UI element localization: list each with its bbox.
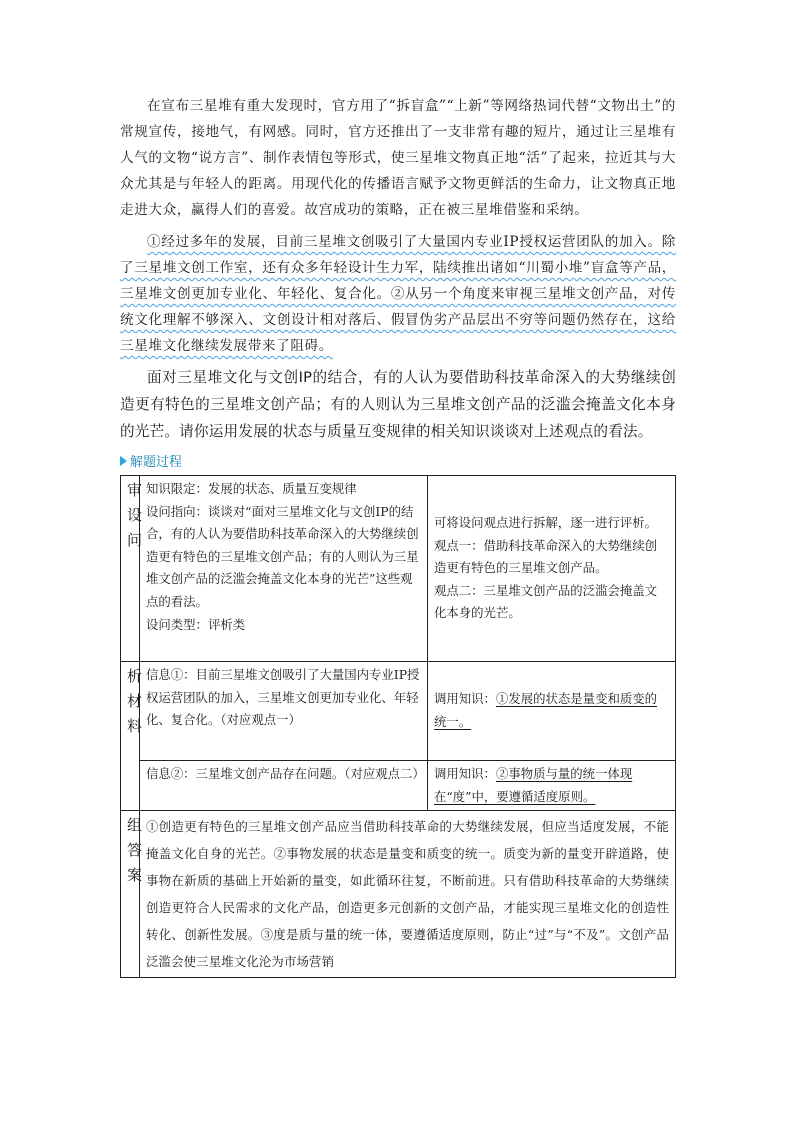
section-heading-text: 解题过程 [130,455,183,470]
row-label-analyze-material [121,662,143,811]
row-label-char: 材 [127,692,143,710]
question-paragraph [120,364,676,445]
info-1-cell: 信息①：目前三星堆文创吸引了大量国内专业IP授权运营团队的加入，三星堆文创更加专业化、年轻化、复合化。（对应观点一） [140,662,428,761]
knowledge-2-cell [428,761,676,811]
answer-cell: ①创造更有特色的三星堆文创产品应当借助科技革命的大势继续发展，但应当适度发展，不能掩盖文化自身的光芒。②事物发展的状态是量变和质变的统一。质变为新的量变开辟道路，使事物在新质的基础上开始新的量变，如此循环往复，不断前进。只有借助科技革命的大势继续创造更符合人民需求的文化产品，创造更多元创新的文创产品，才能实现三星堆文化的创造性转化、创新性发展。③度是质与量的统一体，要遵循适度原则，防止“过”与“不及”。文创产品泛滥会使三星堆文化沦为市场营销 [140,811,676,978]
question-text: 面对三星堆文化与文创IP的结合，有的人认为要借助科技革命深入的大势继续创造更有特色的三星堆文创产品；有的人则认为三星堆文创产品的泛滥会掩盖文化本身的光芒。请你运用发展的状态与质量互变规律的相关知识谈谈对上述观点的看法。 [120,369,676,440]
knowledge-2-prefix: 调用知识： [434,766,496,781]
row-label-char: 案 [127,866,143,885]
row-label-char: 析 [127,667,143,685]
paragraph-1-text: 在宣布三星堆有重大发现时，官方用了“拆盲盒”“上新”等网络热词代替“文物出土”的常规宣传，接地气，有网感。同时，官方还推出了一支非常有趣的短片，通过让三星堆有人气的文物“说方言”、制作表情包等形式，使三星堆文物真正地“活”了起来，拉近其与大众尤其是与年轻人的距离。用现代化的传播语言赋予文物更鲜活的生命力，让文物真正地走进大众，赢得人们的喜爱。故宫成功的策略，正在被三星堆借鉴和采纳。 [120,98,676,218]
info-2-cell: 信息②：三星堆文创产品存在问题。（对应观点二） [140,761,428,811]
row-label-review-question [121,476,143,662]
triangle-marker-icon [120,456,127,466]
knowledge-1-cell [428,662,676,761]
question-type: 设问类型：评析类 [146,616,246,632]
decompose-note: 可将设问观点进行拆解，逐一进行评析。 [434,515,658,531]
row-label-char: 答 [127,841,143,860]
section-heading [120,451,182,470]
paragraph-2-info-1: ①经过多年的发展，目前三星堆文创吸引了大量国内专业IP授权运营团队的加入。除了三星堆文创工作室，还有众多年轻设计生力军，陆续推出诸如“川蜀小堆”盲盒等产品，三星堆文创更加专业化、年轻化、复合化。 [120,234,676,302]
row-label-char: 审 [127,481,143,499]
review-question-right-cell [428,476,676,662]
solution-table [120,475,676,978]
knowledge-limit: 知识限定：发展的状态、质量互变规律 [146,481,357,496]
table-row-analyze-material-2 [121,761,676,811]
table-row-review-question [121,476,676,662]
knowledge-1-text: ①发展的状态是量变和质变的统一。 [434,691,658,729]
row-label-char: 设 [127,506,143,524]
row-label-char: 料 [127,717,143,735]
viewpoint-two: 观点二：三星堆文创产品的泛滥会掩盖文化本身的光芒。 [434,582,658,621]
table-row-compose-answer [121,811,676,978]
row-label-char: 组 [127,816,143,835]
question-direction: 设问指向：谈谈对“面对三星堆文化与文创IP的结合，有的人认为要借助科技革命深入的大势继续创造更有特色的三星堆文创产品；有的人则认为三星堆文创产品的泛滥会掩盖文化本身的光芒”这些观点的看法。 [146,503,419,609]
viewpoint-one: 观点一：借助科技革命深入的大势继续创造更有特色的三星堆文创产品。 [434,537,658,576]
paragraph-2-text [120,229,676,359]
knowledge-2-text: ②事物质与量的统一体现在“度”中，要遵循适度原则。 [434,766,633,804]
table-row-analyze-material-1 [121,662,676,761]
paragraph-2 [120,229,676,359]
paragraph-2-info-2: ②从另一个角度来审视三星堆文创产品，对传统文化理解不够深入、文创设计相对落后、假冒伪劣产品层出不穷等问题仍然存在，这给三星堆文化继续发展带来了阻碍。 [120,286,676,354]
row-label-char: 问 [127,531,143,549]
review-question-left-cell [140,476,428,662]
knowledge-1-prefix: 调用知识： [434,691,496,707]
row-label-compose-answer [121,811,143,978]
paragraph-1 [120,93,676,223]
